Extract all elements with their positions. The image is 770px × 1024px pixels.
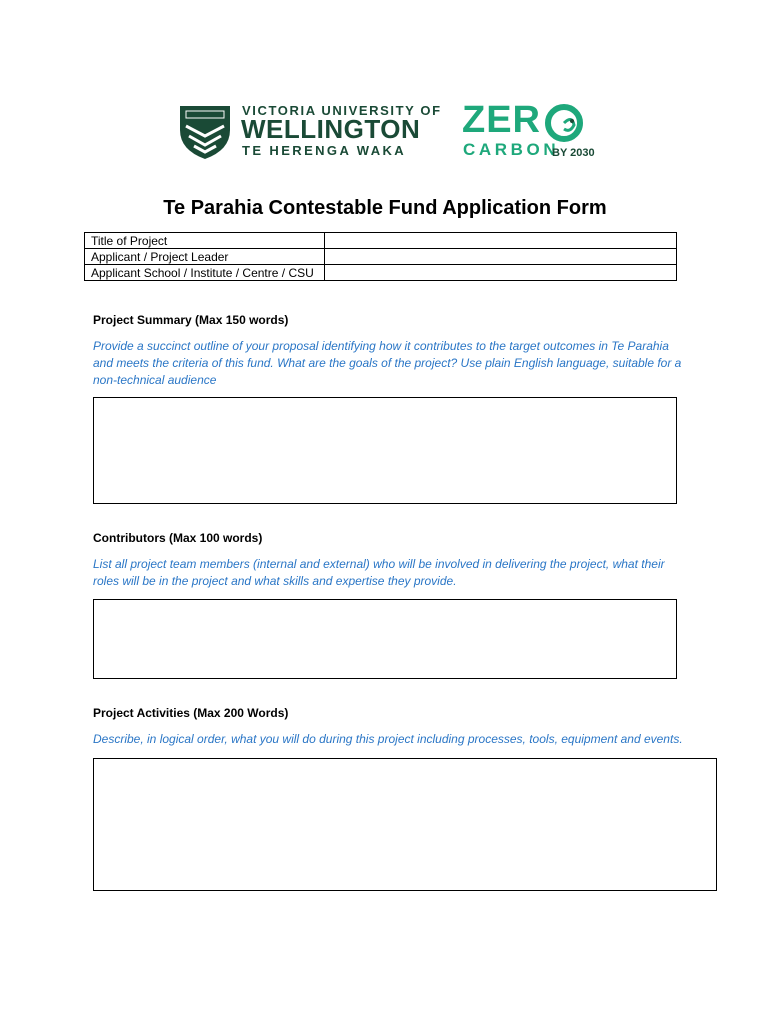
vuw-logo	[178, 100, 442, 164]
field-label: Applicant School / Institute / Centre / CSU	[85, 265, 325, 281]
table-row	[85, 265, 677, 281]
contributors-textbox[interactable]	[93, 599, 677, 679]
carbon-wordmark: CARBON	[463, 140, 560, 159]
project-summary-heading: Project Summary (Max 150 words)	[93, 313, 289, 327]
project-activities-textbox[interactable]	[93, 758, 717, 891]
applicant-school-field[interactable]	[325, 265, 677, 281]
project-info-table	[84, 232, 677, 281]
contributors-instructions: List all project team members (internal and external) who will be involved in delivering the project, what their roles will be in the project and what skills and expertise they provide.	[93, 557, 665, 588]
vuw-wordmark-line2: WELLINGTON	[241, 114, 421, 144]
contributors-heading: Contributors (Max 100 words)	[93, 531, 263, 545]
field-label: Applicant / Project Leader	[85, 249, 325, 265]
form-title: Te Parahia Contestable Fund Application Form	[163, 197, 607, 219]
project-summary-textbox[interactable]	[93, 397, 677, 504]
vuw-wordmark-line1: VICTORIA UNIVERSITY OF	[242, 103, 442, 118]
table-row	[85, 233, 677, 249]
vuw-wordmark-line3: TE HERENGA WAKA	[242, 143, 407, 158]
title-of-project-field[interactable]	[325, 233, 677, 249]
project-activities-instructions: Describe, in logical order, what you will do during this project including processes, tools, equipment and events.	[93, 732, 683, 746]
zero-carbon-logo	[462, 100, 598, 164]
project-leader-field[interactable]	[325, 249, 677, 265]
project-activities-heading: Project Activities (Max 200 Words)	[93, 706, 289, 720]
zero-o-icon	[544, 103, 584, 143]
table-row	[85, 249, 677, 265]
header-logos	[178, 100, 598, 164]
zero-wordmark: ZER	[462, 99, 541, 141]
by-2030-wordmark: BY 2030	[552, 147, 595, 159]
project-summary-instructions: Provide a succinct outline of your proposal identifying how it contributes to the target outcomes in Te Parahia and meets the criteria of this fund. What are the goals of the project? Use plain English language, suitable for a non-technical audience	[93, 339, 682, 387]
field-label: Title of Project	[85, 233, 325, 249]
vuw-shield-icon	[178, 104, 232, 160]
